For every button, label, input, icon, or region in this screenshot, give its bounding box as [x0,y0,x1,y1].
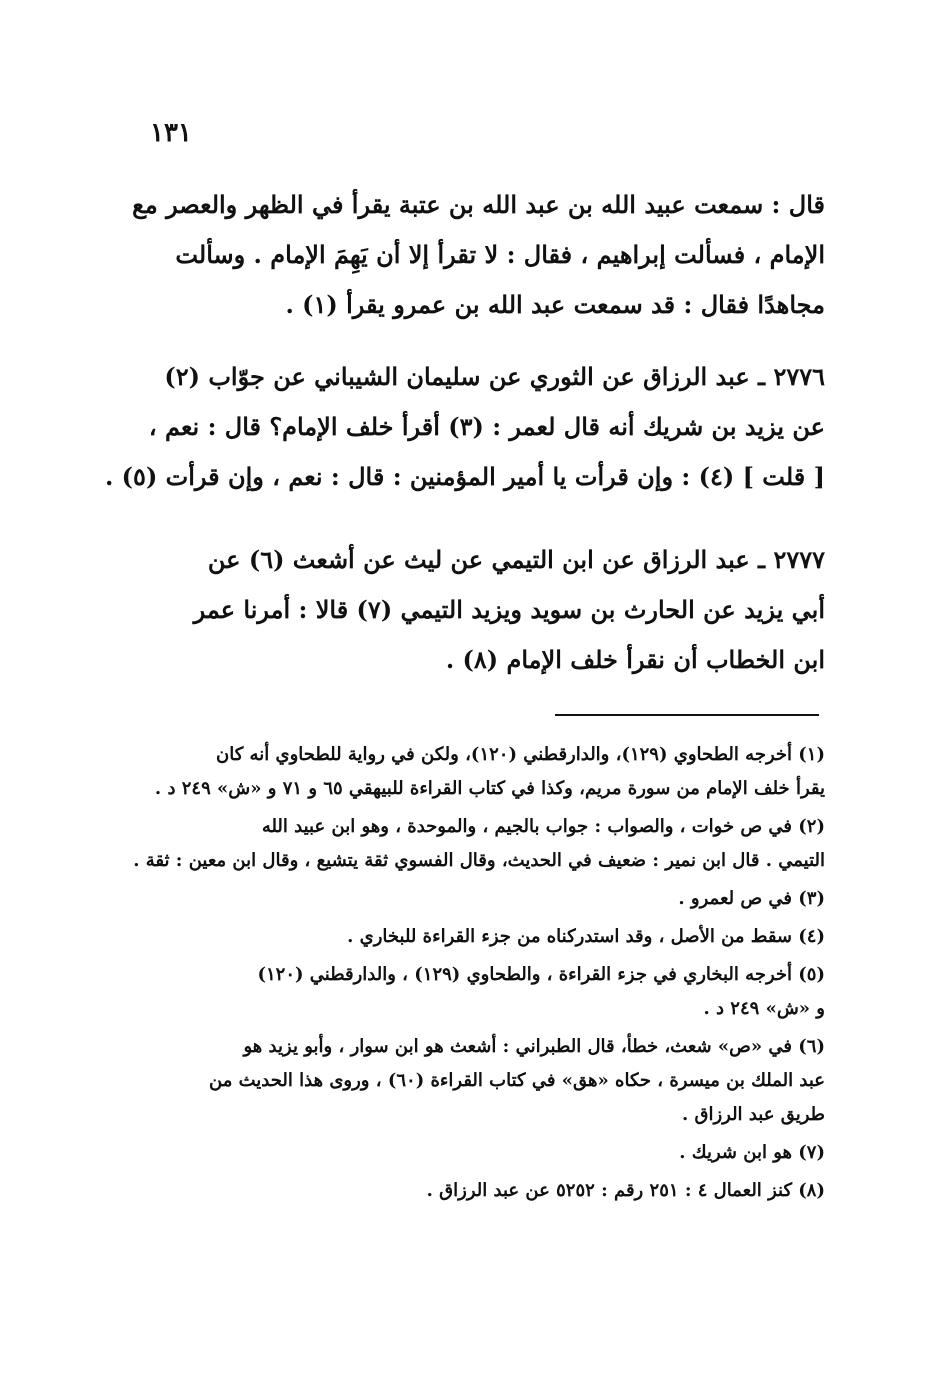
text-line: ٢٧٧٦ ـ عبد الرزاق عن الثوري عن سليمان الشيباني عن جوّاب (٢) [164,362,825,391]
footnote-line: (٤) سقط من الأصل ، وقد استدركناه من جزء القراءة للبخاري . [347,926,825,947]
footnote-line: (٦) في «ص» شعث، خطأ، قال الطبراني : أشعث هو ابن سوار ، وأبو يزيد هو [243,1036,825,1057]
text-line: ابن الخطاب أن نقرأ خلف الإمام (٨) . [445,645,825,674]
footnote-divider [555,714,819,716]
text-line: [ قلت ] (٤) : وإن قرأت يا أمير المؤمنين : قال : نعم ، وإن قرأت (٥) . [104,462,825,491]
paragraph-1 [132,180,825,330]
footnote-line: و «ش» ٢٤٩ د . [703,998,825,1019]
footnote-line: (٣) في ص لعمرو . [678,888,825,909]
paragraph-2777 [155,535,825,685]
footnotes [133,738,825,1208]
footnote-line: طريق عبد الرزاق . [681,1104,825,1125]
footnote-line: (٥) أخرجه البخاري في جزء القراءة ، والطحاوي (١٢٩) ، والدارقطني (١٢٠) [257,964,825,985]
text-line: مجاهدًا فقال : قد سمعت عبد الله بن عمرو يقرأ (١) . [285,290,825,319]
text-line: ٢٧٧٧ ـ عبد الرزاق عن ابن التيمي عن ليث عن أشعث (٦) عن [207,545,825,574]
footnote-line: (١) أخرجه الطحاوي (١٢٩)، والدارقطني (١٢٠)، ولكن في رواية للطحاوي أنه كان [216,744,825,765]
page-number: ١٣١ [150,118,192,148]
footnote-line: (٢) في ص خوات ، والصواب : جواب بالجيم ، والموحدة ، وهو ابن عبيد الله [261,816,825,837]
text-line: قال : سمعت عبيد الله بن عبد الله بن عتبة يقرأ في الظهر والعصر مع [132,190,825,219]
footnote-line: (٨) كنز العمال ٤ : ٢٥١ رقم : ٥٢٥٢ عن عبد الرزاق . [426,1180,825,1201]
footnote-line: عبد الملك بن ميسرة ، حكاه «هق» في كتاب القراءة (٦٠) ، وروى هذا الحديث من [209,1070,825,1091]
text-line: الإمام ، فسألت إبراهيم ، فقال : لا تقرأ إلا أن يَهِمَ الإمام . وسألت [175,240,825,269]
paragraph-2776 [104,352,825,502]
footnote-line: (٧) هو ابن شريك . [679,1142,825,1163]
text-line: عن يزيد بن شريك أنه قال لعمر : (٣) أقرأ خلف الإمام؟ قال : نعم ، [148,412,825,441]
text-line: أبي يزيد عن الحارث بن سويد ويزيد التيمي (٧) قالا : أمرنا عمر [193,595,825,624]
footnote-line: يقرأ خلف الإمام من سورة مريم، وكذا في كتاب القراءة للبيهقي ٦٥ و ٧١ و «ش» ٢٤٩ د . [154,778,825,799]
footnote-line: التيمي . قال ابن نمير : ضعيف في الحديث، وقال الفسوي ثقة يتشيع ، وقال ابن معين : ثقة . [133,850,825,871]
